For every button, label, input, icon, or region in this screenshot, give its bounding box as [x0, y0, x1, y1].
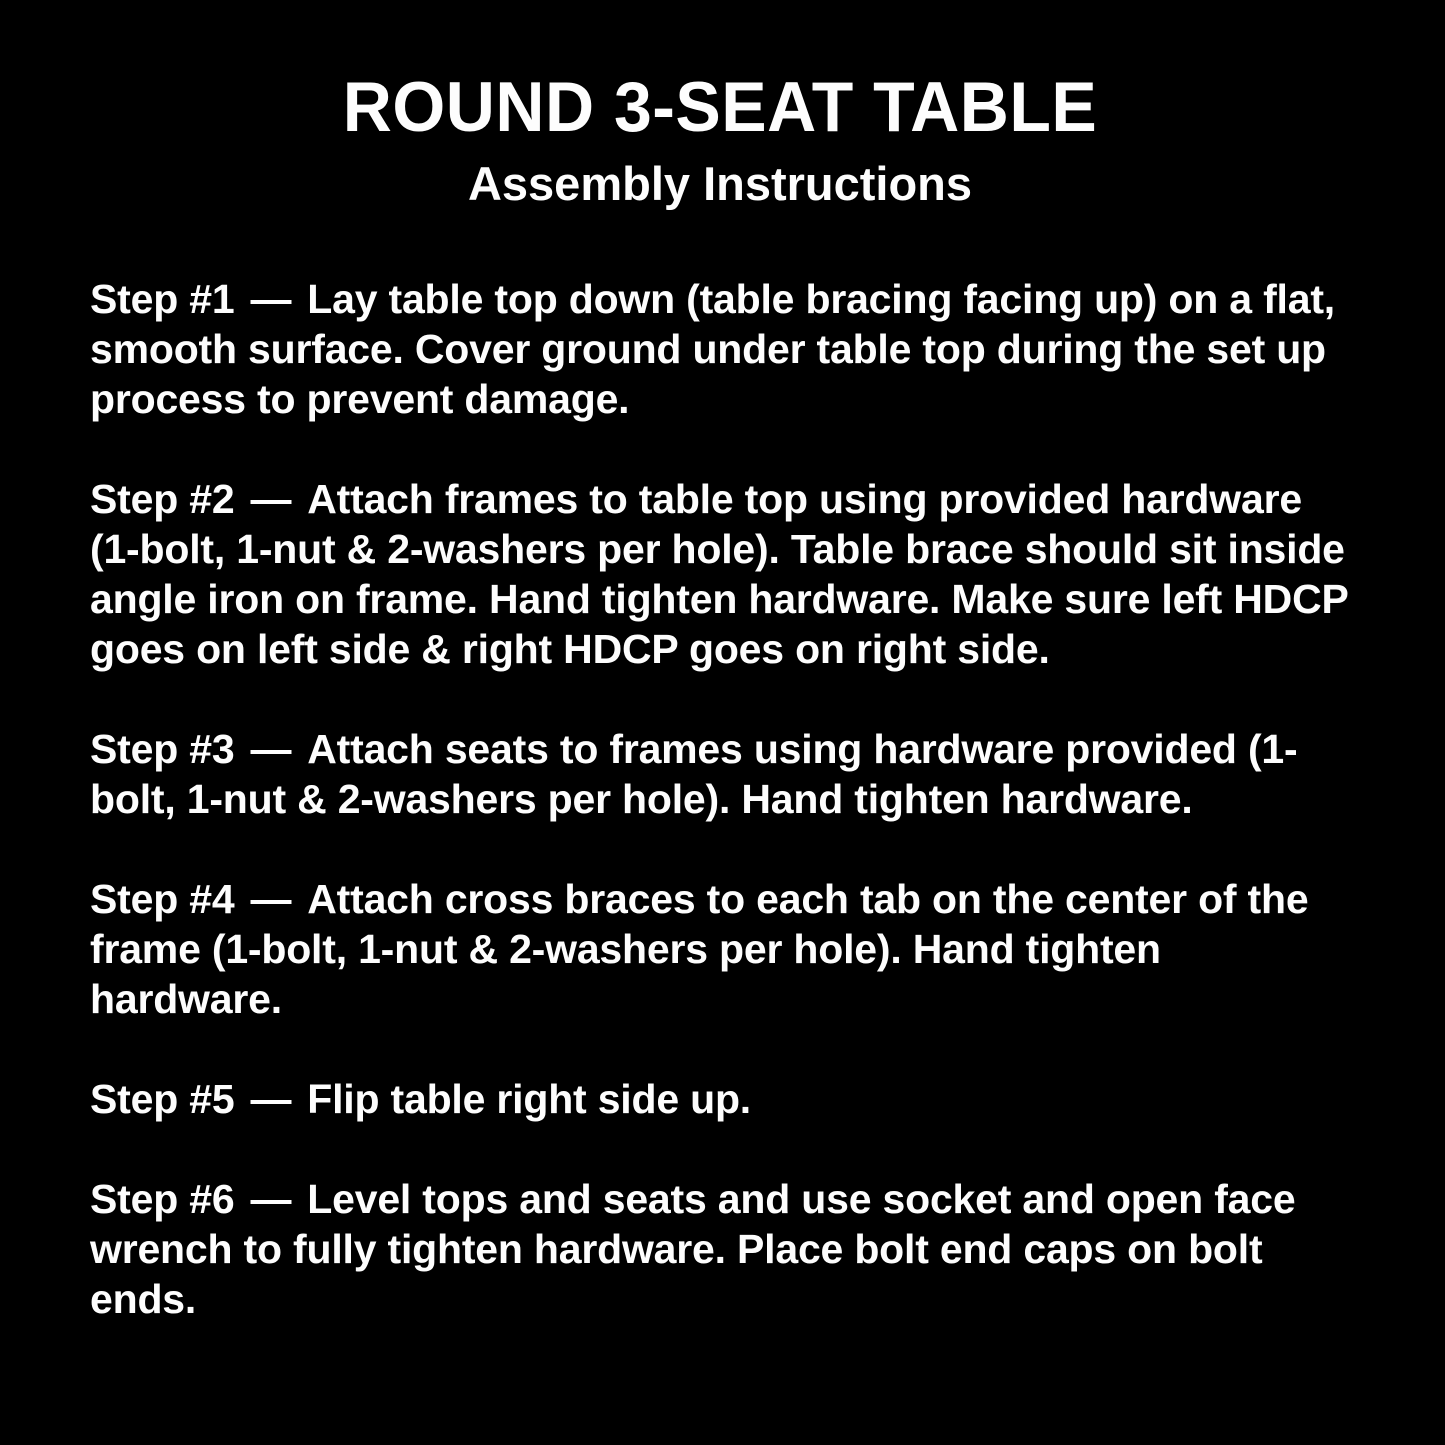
- step-4-text: Attach cross braces to each tab on the center of the frame (1-bolt, 1-nut & 2-washers per hole). Hand tighten hardware.: [90, 876, 1309, 1022]
- em-dash-separator: —: [250, 726, 292, 772]
- step-1-label: Step #1: [90, 276, 235, 322]
- step-6-text: Level tops and seats and use socket and open face wrench to fully tighten hardware. Place bolt end caps on bolt ends.: [90, 1176, 1296, 1322]
- page-subtitle: Assembly Instructions: [467, 157, 973, 210]
- em-dash-separator: —: [250, 1176, 292, 1222]
- step-5-label: Step #5: [90, 1076, 235, 1122]
- em-dash-separator: —: [250, 476, 292, 522]
- step-4-label: Step #4: [90, 876, 235, 922]
- step-2: [90, 474, 1350, 674]
- step-6-label: Step #6: [90, 1176, 235, 1222]
- step-4: [90, 874, 1350, 1024]
- step-3-label: Step #3: [90, 726, 235, 772]
- em-dash-separator: —: [250, 1076, 292, 1122]
- step-2-label: Step #2: [90, 476, 235, 522]
- em-dash-separator: —: [250, 876, 292, 922]
- step-2-text: Attach frames to table top using provided hardware (1-bolt, 1-nut & 2-washers per hole). Table brace should sit inside angle iron on frame. Hand tighten hardware. Make sure left HDCP goes on left side & right HDCP goes on right side.: [90, 476, 1348, 672]
- page-title: ROUND 3-SEAT TABLE: [342, 67, 1098, 147]
- step-1-text: Lay table top down (table bracing facing up) on a flat, smooth surface. Cover ground under table top during the set up process to prevent damage.: [90, 276, 1335, 422]
- step-5: [90, 1074, 1350, 1124]
- steps-list: [90, 274, 1350, 1324]
- step-1: [90, 274, 1350, 424]
- step-5-text: Flip table right side up.: [307, 1076, 752, 1122]
- step-3: [90, 724, 1350, 824]
- step-3-text: Attach seats to frames using hardware provided (1-bolt, 1-nut & 2-washers per hole). Hand tighten hardware.: [90, 726, 1298, 822]
- em-dash-separator: —: [250, 276, 292, 322]
- step-6: [90, 1174, 1350, 1324]
